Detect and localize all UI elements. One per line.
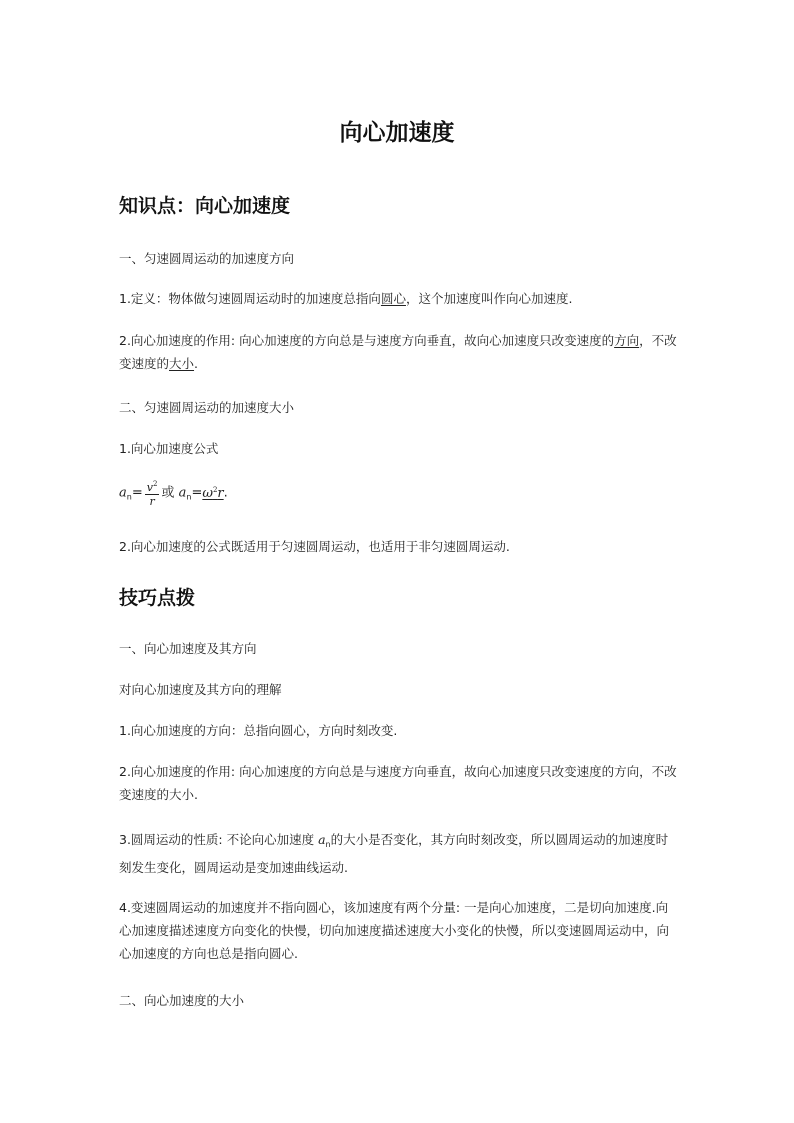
- formula-a-symbol: a: [119, 485, 127, 501]
- tip-3-n-subscript: n: [325, 840, 331, 849]
- definition-text-end: ，这个加速度叫作向心加速度.: [405, 291, 573, 306]
- formula-fraction: [145, 478, 160, 508]
- formula-a-symbol-2: a: [178, 485, 187, 501]
- role-underlined-direction: 方向: [614, 333, 640, 348]
- tip-paragraph-2: 2.向心加速度的作用: 向心加速度的方向总是与速度方向垂直，故向心加速度只改变速度的方向，不改变速度的大小.: [119, 764, 677, 802]
- formula-line: [119, 478, 228, 509]
- subheading-understanding: 对向心加速度及其方向的理解: [119, 682, 282, 697]
- formula-equals-2: =: [191, 485, 203, 501]
- section-heading-knowledge: 知识点：向心加速度: [119, 195, 291, 217]
- subheading-magnitude: 二、匀速圆周运动的加速度大小: [119, 400, 295, 415]
- role-text-end: .: [194, 356, 199, 371]
- formula-equals: =: [131, 485, 143, 501]
- tip-3-a-symbol: a: [318, 832, 326, 847]
- tip-3-text: 3.圆周运动的性质: 不论向心加速度: [119, 832, 319, 847]
- definition-text: 1.定义：物体做匀速圆周运动时的加速度总指向: [119, 291, 381, 306]
- formula-omega-symbol: ω: [202, 485, 213, 501]
- page-title: 向心加速度: [339, 120, 455, 146]
- formula-label: 1.向心加速度公式: [119, 441, 219, 456]
- role-text-mid: ，不改变速度的: [119, 333, 677, 371]
- subheading-acceleration-magnitude: 二、向心加速度的大小: [119, 993, 245, 1008]
- formula-r-symbol-2: r: [217, 485, 224, 501]
- formula-end: .: [223, 485, 228, 501]
- subheading-acceleration-direction: 一、向心加速度及其方向: [119, 641, 257, 656]
- formula-omega-exponent: 2: [212, 485, 218, 494]
- tip-paragraph-1: 1.向心加速度的方向：总指向圆心，方向时刻改变.: [119, 723, 398, 738]
- formula-or: 或: [161, 485, 175, 501]
- tip-paragraph-3: [119, 828, 679, 879]
- tip-paragraph-4: 4.变速圆周运动的加速度并不指向圆心，该加速度有两个分量: 一是向心加速度，二是切向加速度.向心加速度描述速度方向变化的快慢，切向加速度描述速度大小变化的快慢，所以变速圆周运动中，向心加速度的方向也总是指向圆心.: [119, 900, 670, 961]
- formula-v-exponent: 2: [152, 480, 158, 488]
- formula-n-subscript-2: n: [186, 492, 192, 502]
- role-underlined-magnitude: 大小: [169, 356, 195, 371]
- role-paragraph: [119, 329, 679, 375]
- formula-r-symbol: r: [149, 495, 155, 508]
- formula-applicability: 2.向心加速度的公式既适用于匀速圆周运动，也适用于非匀速圆周运动.: [119, 539, 510, 554]
- formula-omega-term: [202, 486, 223, 501]
- role-text: 2.向心加速度的作用: 向心加速度的方向总是与速度方向垂直，故向心加速度只改变速度的: [119, 333, 615, 348]
- formula-n-subscript: n: [126, 492, 132, 502]
- formula-v-symbol: v: [146, 481, 153, 494]
- definition-paragraph: [119, 288, 572, 310]
- definition-underlined-term: 圆心: [380, 291, 406, 306]
- tip-3-text-end: 的大小是否变化，其方向时刻改变，所以圆周运动的加速度时刻发生变化，圆周运动是变加速曲线运动.: [119, 832, 669, 875]
- subheading-direction: 一、匀速圆周运动的加速度方向: [119, 251, 295, 266]
- section-heading-tips: 技巧点拨: [119, 587, 196, 609]
